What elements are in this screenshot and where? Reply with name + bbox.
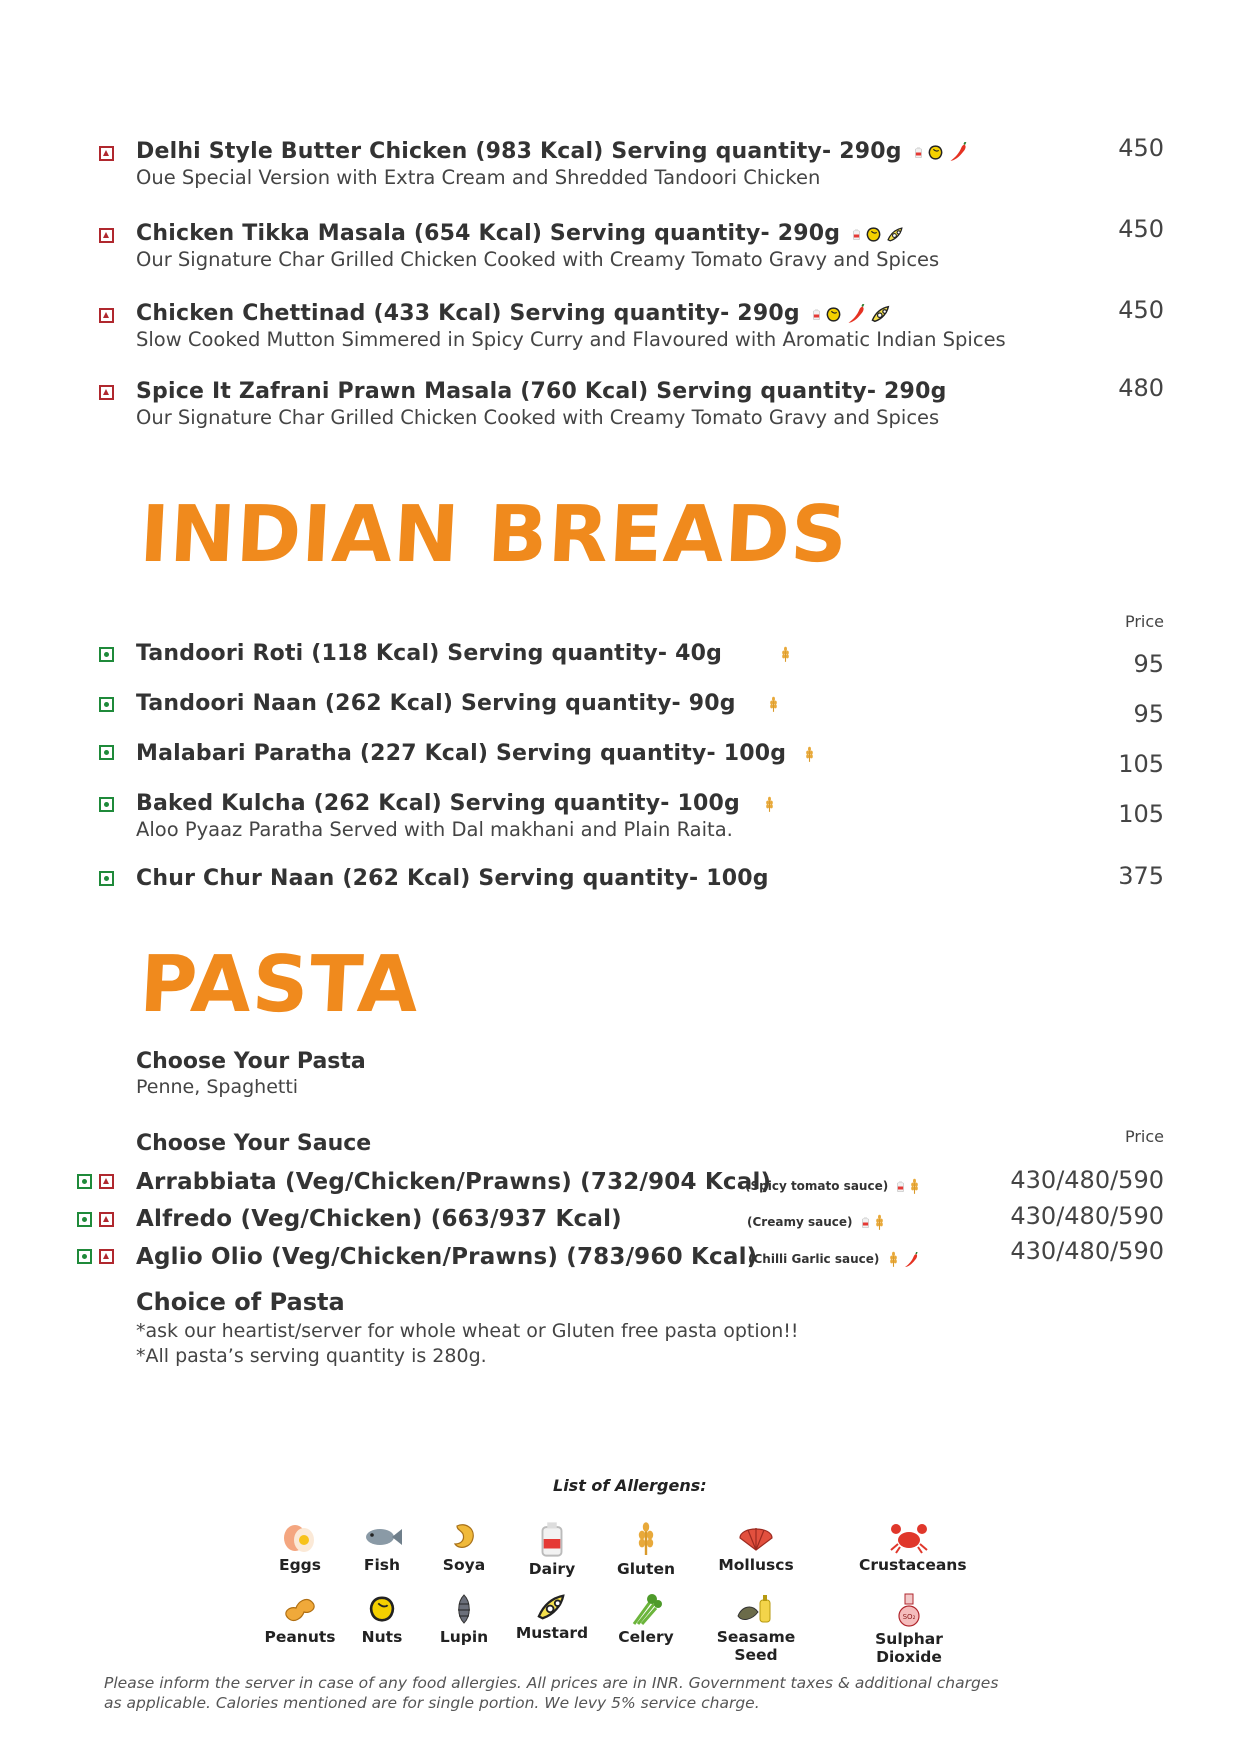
- fish-icon: [360, 1520, 404, 1554]
- dairy-icon: [861, 1216, 870, 1229]
- mustard-icon: [535, 1592, 569, 1622]
- nut-icon: [825, 306, 842, 323]
- sauce-label: (Creamy sauce): [747, 1214, 885, 1231]
- dairy-icon: [852, 228, 861, 241]
- chilli-icon: [903, 1252, 919, 1268]
- allergen-molluscs: Molluscs: [706, 1520, 806, 1574]
- dairy-icon: [896, 1180, 905, 1193]
- wheat-icon: [874, 1214, 885, 1231]
- pasta-item-price: 430/480/590: [1010, 1166, 1164, 1194]
- non-veg-icon: [99, 1212, 114, 1227]
- veg-icon: [77, 1249, 92, 1264]
- lupin-icon: [449, 1592, 479, 1626]
- mustard-icon: [886, 226, 905, 243]
- allergen-sulphur-dioxide: SO₂ Sulphar Dioxide: [859, 1592, 959, 1666]
- wheat-icon: [909, 1178, 920, 1195]
- allergen-crustaceans: Crustaceans: [859, 1520, 959, 1574]
- allergen-soya: Soya: [414, 1520, 514, 1574]
- veg-icon: [77, 1174, 92, 1189]
- menu-item-name: Tandoori Naan (262 Kcal) Serving quantity- 90g: [136, 691, 779, 716]
- nut-icon: [367, 1592, 397, 1626]
- non-veg-icon: [99, 1174, 114, 1189]
- menu-item-name: Chur Chur Naan (262 Kcal) Serving quantity- 100g: [136, 866, 769, 891]
- allergen-fish: Fish: [332, 1520, 432, 1574]
- chilli-icon: [846, 304, 866, 324]
- menu-item-name: Chicken Chettinad (433 Kcal) Serving quantity- 290g: [136, 301, 892, 326]
- milk-bottle-icon: [537, 1520, 567, 1558]
- nut-icon: [927, 144, 944, 161]
- soya-icon: [447, 1520, 481, 1554]
- veg-icon: [99, 697, 114, 712]
- sesame-oil-icon: [734, 1592, 778, 1626]
- celery-icon: [628, 1592, 664, 1626]
- pasta-note: *ask our heartist/server for whole wheat or Gluten free pasta option!!: [136, 1320, 799, 1342]
- menu-item-price: 375: [1118, 862, 1164, 890]
- wheat-icon: [888, 1251, 899, 1268]
- dairy-icon: [812, 308, 821, 321]
- non-veg-icon: [99, 385, 114, 400]
- menu-item-price: 105: [1118, 800, 1164, 828]
- choose-sauce-heading: Choose Your Sauce: [136, 1131, 372, 1156]
- menu-item-name: Baked Kulcha (262 Kcal) Serving quantity- 100g: [136, 791, 775, 816]
- menu-item-price: 450: [1118, 296, 1164, 324]
- sauce-label: (Chilli Garlic sauce): [748, 1251, 919, 1268]
- choice-of-pasta-heading: Choice of Pasta: [136, 1288, 345, 1316]
- allergen-sesame: Seasame Seed: [706, 1592, 806, 1664]
- veg-icon: [77, 1212, 92, 1227]
- wheat-icon: [634, 1520, 658, 1558]
- menu-item-description: Our Signature Char Grilled Chicken Cooked with Creamy Tomato Gravy and Spices: [136, 248, 940, 271]
- egg-icon: [280, 1520, 320, 1554]
- price-header: Price: [1124, 1127, 1164, 1146]
- allergens-title: List of Allergens:: [553, 1476, 707, 1495]
- allergen-lupin: Lupin: [414, 1592, 514, 1646]
- menu-item-price: 95: [1133, 700, 1164, 728]
- menu-item-price: 105: [1118, 750, 1164, 778]
- sauce-label: (Spicy tomato sauce): [745, 1178, 920, 1195]
- wheat-icon: [764, 796, 775, 813]
- menu-item-name: Spice It Zafrani Prawn Masala (760 Kcal) Serving quantity- 290g: [136, 379, 947, 404]
- choose-pasta-heading: Choose Your Pasta: [136, 1049, 366, 1074]
- allergen-celery: Celery: [596, 1592, 696, 1646]
- section-title: PASTA: [137, 940, 422, 1030]
- pasta-item-price: 430/480/590: [1010, 1202, 1164, 1230]
- pasta-item-name: Aglio Olio (Veg/Chicken/Prawns) (783/960 Kcal): [136, 1244, 758, 1270]
- veg-icon: [99, 745, 114, 760]
- menu-item-description: Aloo Pyaaz Paratha Served with Dal makhani and Plain Raita.: [136, 818, 733, 841]
- menu-item-description: Our Signature Char Grilled Chicken Cooked with Creamy Tomato Gravy and Spices: [136, 406, 940, 429]
- menu-item-price: 450: [1118, 215, 1164, 243]
- veg-icon: [99, 797, 114, 812]
- pasta-item-price: 430/480/590: [1010, 1237, 1164, 1265]
- non-veg-icon: [99, 146, 114, 161]
- chilli-icon: [948, 142, 968, 162]
- allergen-mustard: Mustard: [502, 1592, 602, 1642]
- non-veg-icon: [99, 228, 114, 243]
- allergen-peanuts: Peanuts: [250, 1592, 350, 1646]
- dairy-icon: [914, 146, 923, 159]
- allergen-dairy: Dairy: [502, 1520, 602, 1578]
- non-veg-icon: [99, 1249, 114, 1264]
- svg-text:SO₂: SO₂: [902, 1613, 916, 1621]
- section-title: INDIAN BREADS: [137, 490, 851, 580]
- allergen-nuts: Nuts: [332, 1592, 432, 1646]
- menu-item-price: 480: [1118, 374, 1164, 402]
- crab-icon: [888, 1520, 930, 1554]
- footer-note: Please inform the server in case of any food allergies. All prices are in INR. Government taxes & additional charges as applicable. Calories mentioned are for single portion. We levy 5% service charge.: [104, 1674, 999, 1712]
- pasta-item-name: Arrabbiata (Veg/Chicken/Prawns) (732/904 Kcal): [136, 1169, 772, 1195]
- menu-item-description: Slow Cooked Mutton Simmered in Spicy Curry and Flavoured with Aromatic Indian Spices: [136, 328, 1006, 351]
- price-header: Price: [1124, 612, 1164, 631]
- non-veg-icon: [99, 308, 114, 323]
- wheat-icon: [780, 646, 791, 663]
- menu-item-name: Malabari Paratha (227 Kcal) Serving quantity- 100g: [136, 741, 815, 766]
- pasta-item-name: Alfredo (Veg/Chicken) (663/937 Kcal): [136, 1206, 622, 1232]
- veg-icon: [99, 871, 114, 886]
- peanut-icon: [280, 1592, 320, 1626]
- sulphite-bottle-icon: [892, 1592, 926, 1628]
- wheat-icon: [768, 696, 779, 713]
- menu-item-price: 95: [1133, 650, 1164, 678]
- mustard-icon: [870, 304, 892, 324]
- menu-item-description: Oue Special Version with Extra Cream and Shredded Tandoori Chicken: [136, 166, 821, 189]
- allergen-gluten: Gluten: [596, 1520, 696, 1578]
- pasta-types: Penne, Spaghetti: [136, 1076, 299, 1098]
- nut-icon: [865, 226, 882, 243]
- wheat-icon: [804, 746, 815, 763]
- allergen-eggs: Eggs: [250, 1520, 350, 1574]
- menu-item-name: Tandoori Roti (118 Kcal) Serving quantity- 40g: [136, 641, 791, 666]
- menu-item-name: Delhi Style Butter Chicken (983 Kcal) Serving quantity- 290g: [136, 139, 968, 164]
- pasta-note: *All pasta’s serving quantity is 280g.: [136, 1345, 487, 1367]
- menu-item-name: Chicken Tikka Masala (654 Kcal) Serving quantity- 290g: [136, 221, 905, 246]
- veg-icon: [99, 647, 114, 662]
- menu-item-price: 450: [1118, 134, 1164, 162]
- shell-icon: [736, 1520, 776, 1554]
